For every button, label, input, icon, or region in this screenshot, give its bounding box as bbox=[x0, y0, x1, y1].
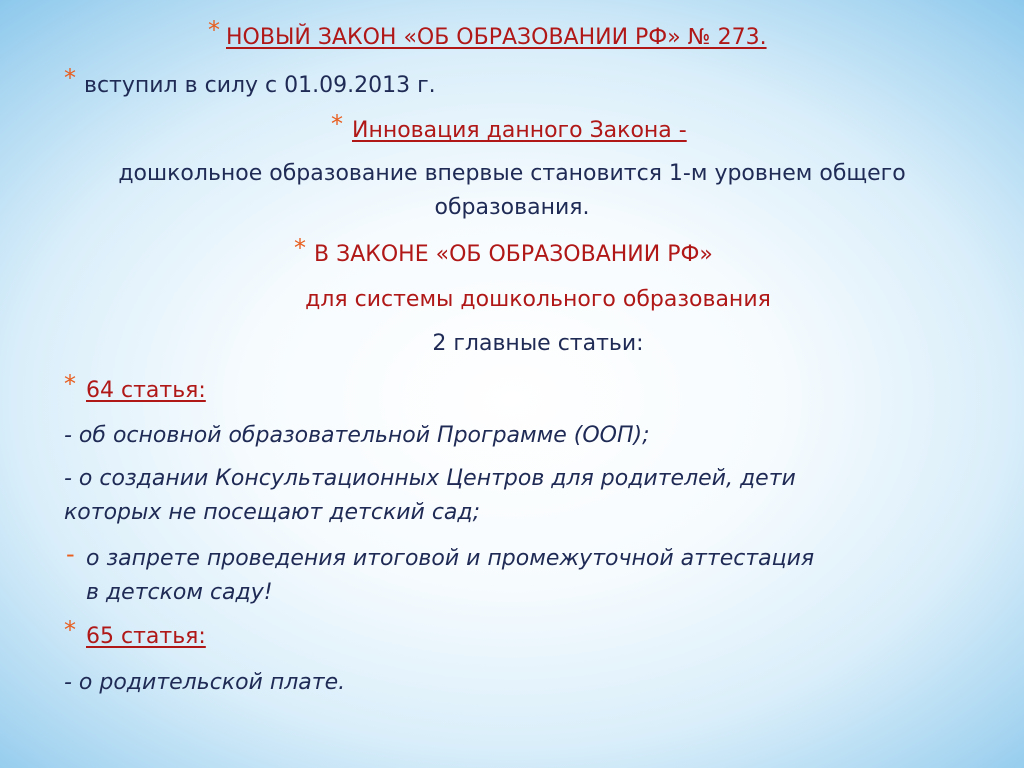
law-section-heading: В ЗАКОНЕ «ОБ ОБРАЗОВАНИИ РФ» bbox=[314, 242, 713, 267]
article-64-heading: 64 статья: bbox=[86, 378, 206, 403]
law-title: НОВЫЙ ЗАКОН «ОБ ОБРАЗОВАНИИ РФ» № 273. bbox=[226, 25, 767, 50]
bullet-asterisk: * bbox=[64, 616, 76, 644]
bullet-asterisk: * bbox=[294, 234, 306, 262]
article-64-item-attestation-line1: о запрете проведения итоговой и промежуточной аттестация bbox=[86, 546, 815, 571]
article-64-item-attestation-line2: в детском саду! bbox=[86, 580, 273, 605]
article-64-item-centers-line2: которых не посещают детский сад; bbox=[64, 500, 481, 525]
innovation-heading: Инновация данного Закона - bbox=[352, 118, 687, 143]
two-articles-text: 2 главные статьи: bbox=[432, 331, 644, 356]
innovation-text-line1: дошкольное образование впервые становится 1-м уровнем общего bbox=[118, 161, 906, 186]
bullet-asterisk: * bbox=[64, 370, 76, 398]
bullet-asterisk: * bbox=[64, 64, 76, 92]
article-65-item-fee: - о родительской плате. bbox=[64, 670, 346, 695]
effective-date-text: вступил в силу с 01.09.2013 г. bbox=[84, 73, 436, 98]
innovation-text-line2: образования. bbox=[434, 195, 590, 220]
bullet-asterisk: * bbox=[331, 110, 343, 138]
article-64-item-centers-line1: - о создании Консультационных Центров для родителей, дети bbox=[64, 466, 796, 491]
bullet-asterisk: * bbox=[208, 16, 220, 44]
preschool-system-text: для системы дошкольного образования bbox=[305, 287, 771, 312]
bullet-dash: - bbox=[66, 540, 75, 568]
article-64-item-oop: - об основной образовательной Программе (ООП); bbox=[64, 423, 650, 448]
article-65-heading: 65 статья: bbox=[86, 624, 206, 649]
